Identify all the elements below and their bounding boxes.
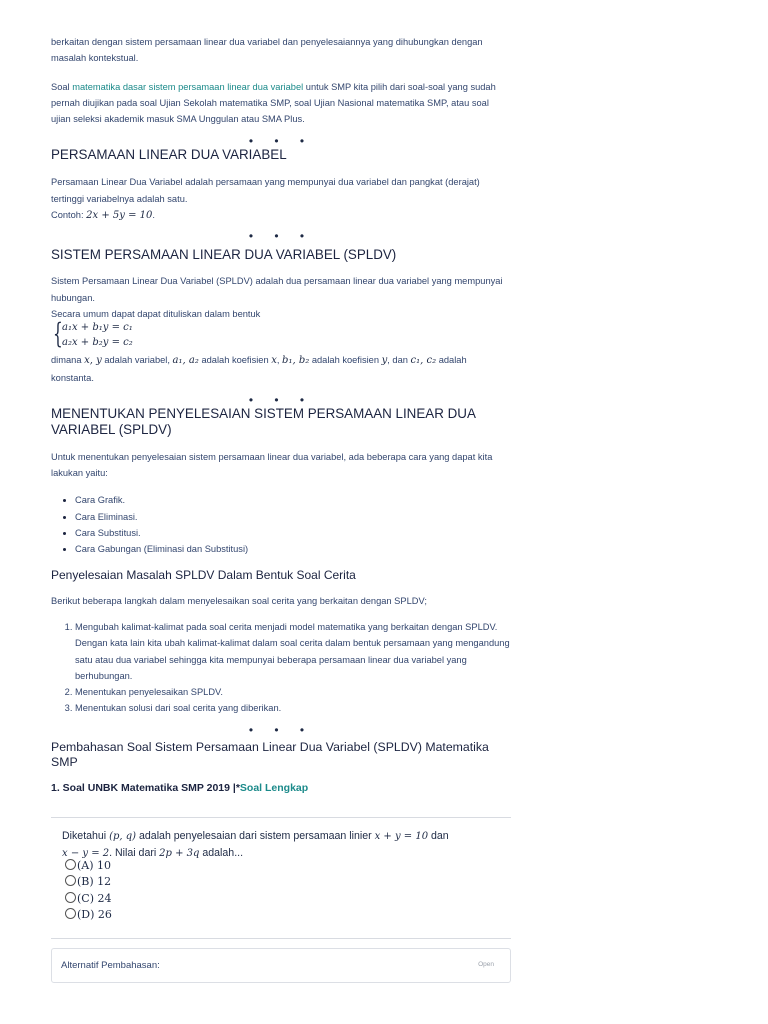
steps-list xyxy=(51,619,511,717)
math: x, y xyxy=(84,355,102,367)
radio-circle-icon xyxy=(65,908,76,919)
list-item: 2. Menentukan penyelesaikan SPLDV. xyxy=(75,684,511,700)
alternatif-pembahasan-accordion[interactable] xyxy=(51,948,511,983)
option-a[interactable] xyxy=(65,859,111,872)
list-item: • Cara Gabungan (Eliminasi dan Substitusi) xyxy=(75,541,511,557)
section-title-pldv: PERSAMAAN LINEAR DUA VARIABEL xyxy=(51,147,287,163)
open-toggle[interactable]: Open xyxy=(478,961,494,968)
question-box xyxy=(51,817,511,939)
accordion-label: Alternatif Pembahasan: xyxy=(61,960,160,971)
option-c[interactable] xyxy=(65,892,112,905)
list-item: • Cara Grafik. xyxy=(75,492,511,508)
radio-circle-icon xyxy=(65,892,76,903)
intro-text-rest: untuk SMP kita pilih dari soal-soal yang sudah pernah diujikan pada soal Ujian Sekolah matematika SMP, soal Ujian Nasional matematika SMP, atau soal ujian seleksi akademik masuk SMA Unggulan atau SMA Plus. xyxy=(51,81,496,125)
text: adalah koefisien xyxy=(198,355,272,366)
math: a₁, a₂ xyxy=(172,355,199,367)
text: adalah koefisien xyxy=(309,355,382,366)
spldv-definition: Sistem Persamaan Linear Dua Variabel (SPLDV) adalah dua persamaan linear dua variabel yang mempunyai hubungan. xyxy=(51,276,503,303)
option-label: (B) 12 xyxy=(77,875,112,888)
system-equation-1: a₁x + b₁y = c₁ xyxy=(62,322,133,334)
section-separator: • • • xyxy=(248,229,314,244)
text: , dan xyxy=(387,355,411,366)
math: x − y = 2 xyxy=(62,848,110,859)
math: y xyxy=(381,355,388,367)
text: , xyxy=(276,355,283,366)
option-d[interactable] xyxy=(65,908,112,921)
text: dimana xyxy=(51,355,85,366)
text: adalah penyelesaian dari sistem persamaan linier xyxy=(136,830,375,842)
math: c₁, c₂ xyxy=(410,355,437,367)
section-separator: • • • xyxy=(248,134,314,149)
section-title-menentukan: MENENTUKAN PENYELESAIAN SISTEM PERSAMAAN LINEAR DUA VARIABEL (SPLDV) xyxy=(51,405,476,437)
list-item: • Cara Substitusi. xyxy=(75,525,511,541)
menentukan-intro: Untuk menentukan penyelesaian sistem persamaan linear dua variabel, ada beberapa cara yang dapat kita lakukan yaitu: xyxy=(51,451,493,479)
equation-system xyxy=(53,317,511,352)
option-label: (C) 24 xyxy=(77,892,112,905)
option-label: (A) 10 xyxy=(77,859,112,872)
section-separator: • • • xyxy=(248,722,314,737)
list-item: • Cara Eliminasi. xyxy=(75,509,511,525)
section-title-soal-cerita: Penyelesaian Masalah SPLDV Dalam Bentuk Soal Cerita xyxy=(51,567,356,582)
example-end: . xyxy=(152,210,155,221)
math: 2p + 3q xyxy=(159,848,200,859)
list-item: 1. Mengubah kalimat-kalimat pada soal cerita menjadi model matematika yang berkaitan dengan SPLDV. Dengan kata lain kita ubah kalimat-kalimat dalam soal cerita dalam bentuk persamaan yang mengandung satu atau dua variabel sehingga kita mempunyai beberapa persamaan linear dua variabel yang berhubungan. xyxy=(75,619,511,684)
soal-1-label: 1. Soal UNBK Matematika SMP 2019 |* xyxy=(51,781,240,794)
text: . Nilai dari xyxy=(109,847,160,859)
option-label: (D) 26 xyxy=(77,908,112,921)
text: adalah... xyxy=(199,847,244,859)
math: (p, q) xyxy=(109,831,137,842)
soal-lengkap-link[interactable]: Soal Lengkap xyxy=(239,781,309,794)
pldv-example xyxy=(51,207,511,224)
intro-text: Soal xyxy=(51,81,73,92)
section-title-pembahasan: Pembahasan Soal Sistem Persamaan Linear Dua Variabel (SPLDV) Matematika SMP xyxy=(51,739,489,769)
topic-link[interactable]: matematika dasar sistem persamaan linear dua variabel xyxy=(72,81,304,92)
section-separator: • • • xyxy=(248,392,314,407)
soal-cerita-intro: Berikut beberapa langkah dalam menyelesaikan soal cerita yang berkaitan dengan SPLDV; xyxy=(51,595,427,606)
spldv-variable-explanation xyxy=(51,352,511,386)
text: adalah variabel, xyxy=(101,355,173,366)
method-list xyxy=(51,492,511,557)
question-text xyxy=(62,828,449,862)
text: Diketahui xyxy=(62,830,110,842)
pldv-definition: Persamaan Linear Dua Variabel adalah persamaan yang mempunyai dua variabel dan pangkat (derajat) tertinggi variabelnya adalah satu. xyxy=(51,177,480,204)
example-label: Contoh: xyxy=(51,210,87,221)
list-item: 3. Menentukan solusi dari soal cerita yang diberikan. xyxy=(75,700,511,716)
radio-circle-icon xyxy=(65,859,76,870)
radio-circle-icon xyxy=(65,875,76,886)
spldv-general-form-label: Secara umum dapat dapat dituliskan dalam bentuk xyxy=(51,308,261,319)
intro-paragraph-2 xyxy=(51,79,511,128)
brace-symbol: { xyxy=(53,317,63,351)
text: adalah konstanta. xyxy=(51,355,467,383)
intro-paragraph-1: berkaitan dengan sistem persamaan linear dua variabel dan penyelesaiannya yang dihubungkan dengan masalah kontekstual. xyxy=(51,37,483,64)
math: b₁, b₂ xyxy=(282,355,310,367)
soal-1-title xyxy=(51,782,511,794)
math: x + y = 10 xyxy=(374,831,429,842)
math: x xyxy=(271,355,277,367)
section-title-spldv: SISTEM PERSAMAAN LINEAR DUA VARIABEL (SPLDV) xyxy=(51,247,397,263)
example-equation: 2x + 5y = 10 xyxy=(86,210,153,222)
option-b[interactable] xyxy=(65,875,111,888)
text: dan xyxy=(428,830,449,842)
article-content xyxy=(51,34,511,794)
system-equation-2: a₂x + b₂y = c₂ xyxy=(62,337,133,349)
